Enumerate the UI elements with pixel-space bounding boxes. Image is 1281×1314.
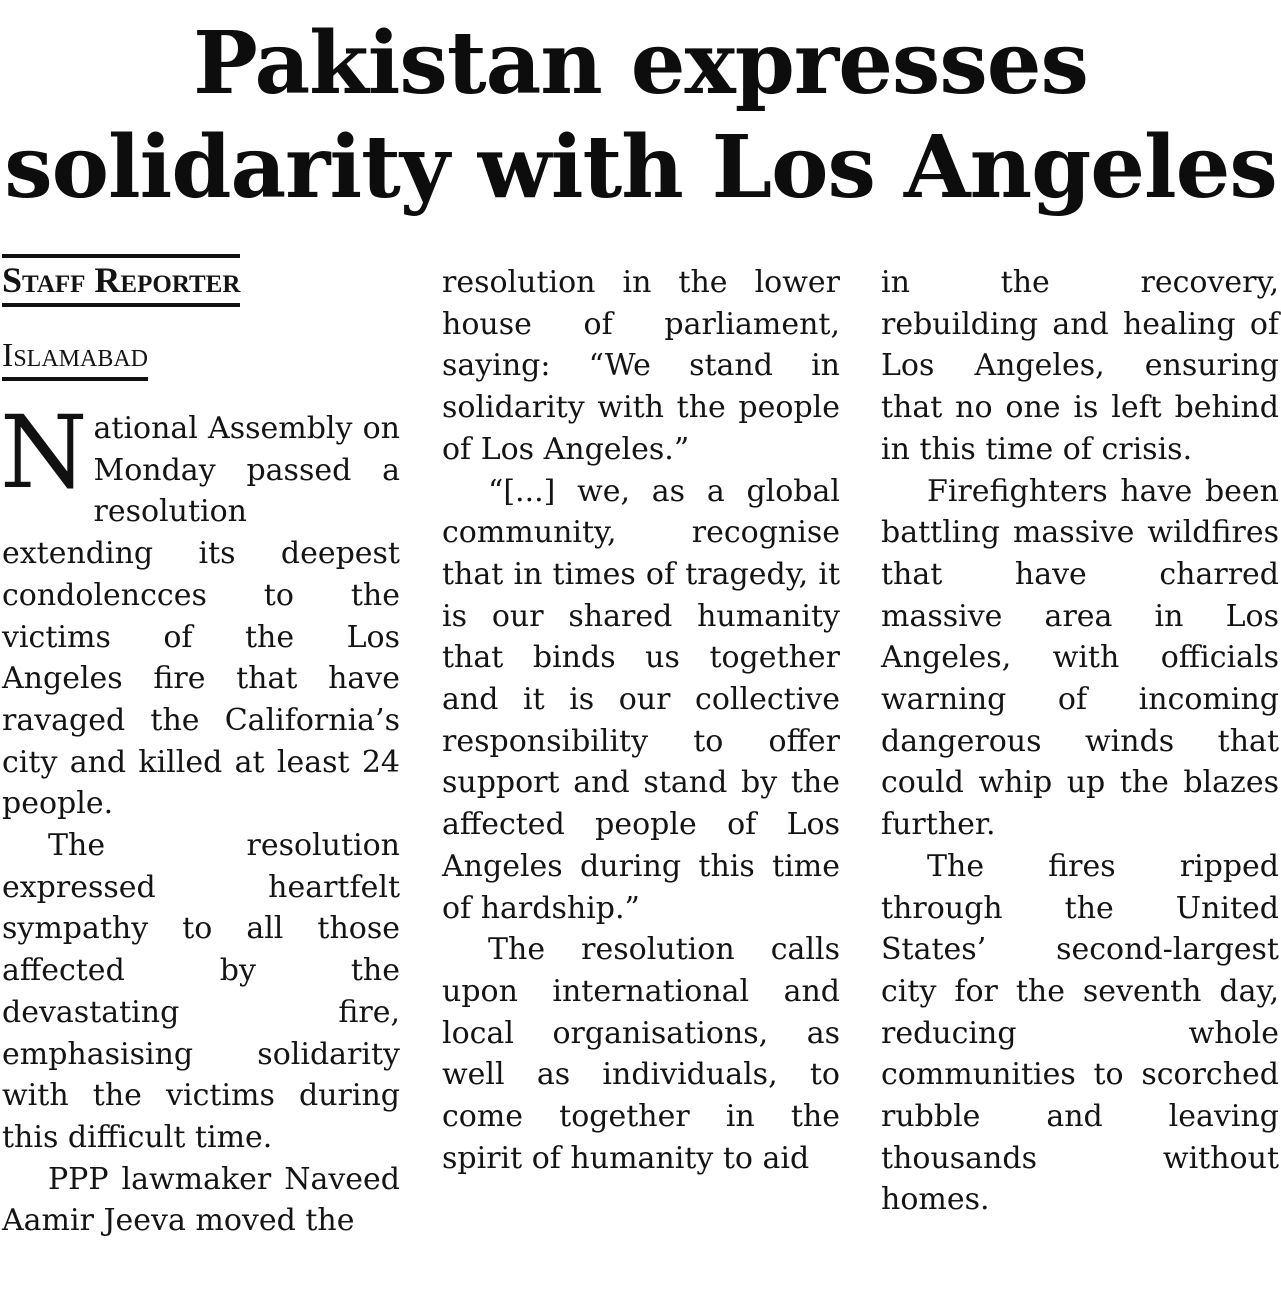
- byline: Staff Reporter: [2, 254, 240, 307]
- article-paragraph: in the recovery, rebuilding and healing of Los Angeles, ensuring that no one is left behind in this time of crisis.: [881, 265, 1279, 467]
- article-paragraph: The resolution calls upon international and local organisations, as well as individuals, to come together in the spirit of humanity to aid: [442, 932, 840, 1176]
- article-column-2: [442, 262, 840, 1179]
- dateline-location: Islamabad: [2, 337, 148, 381]
- drop-cap: N: [0, 394, 88, 511]
- headline: Pakistan expresses solidarity with Los Angeles: [4, 13, 1277, 218]
- article-paragraph: PPP lawmaker Naveed Aamir Jeeva moved the: [2, 1161, 400, 1239]
- article-paragraph: [0, 394, 400, 825]
- article-paragraph: “[...] we, as a global community, recognise that in times of tragedy, it is our shared humanity that binds us together and it is our collective responsibility to offer support and stand by the affected people of Los Angeles during this time of hardship.”: [442, 473, 840, 926]
- article-column-3: [881, 262, 1279, 1221]
- article-paragraph: resolution in the lower house of parliament, saying: “We stand in solidarity with the people of Los Angeles.”: [442, 265, 840, 467]
- article-paragraph: Firefighters have been battling massive wildfires that have charred massive area in Los Angeles, with officials warning of incoming dangerous winds that could whip up the blazes further.: [881, 473, 1279, 843]
- paragraph-text: ational Assembly on Monday passed a resolution extending its deepest condolencces to the victims of the Los Angeles fire that have ravaged the California’s city and killed at least 24 people.: [2, 411, 400, 822]
- article-paragraph: The fires ripped through the United States’ second-largest city for the seventh day, reducing whole communities to scorched rubble and leaving thousands without homes.: [881, 848, 1279, 1218]
- byline-block: [2, 262, 292, 381]
- article-paragraph: The resolution expressed heartfelt sympathy to all those affected by the devastating fire, emphasising solidarity with the victims during this difficult time.: [2, 828, 400, 1155]
- article-column-1: [2, 262, 400, 1242]
